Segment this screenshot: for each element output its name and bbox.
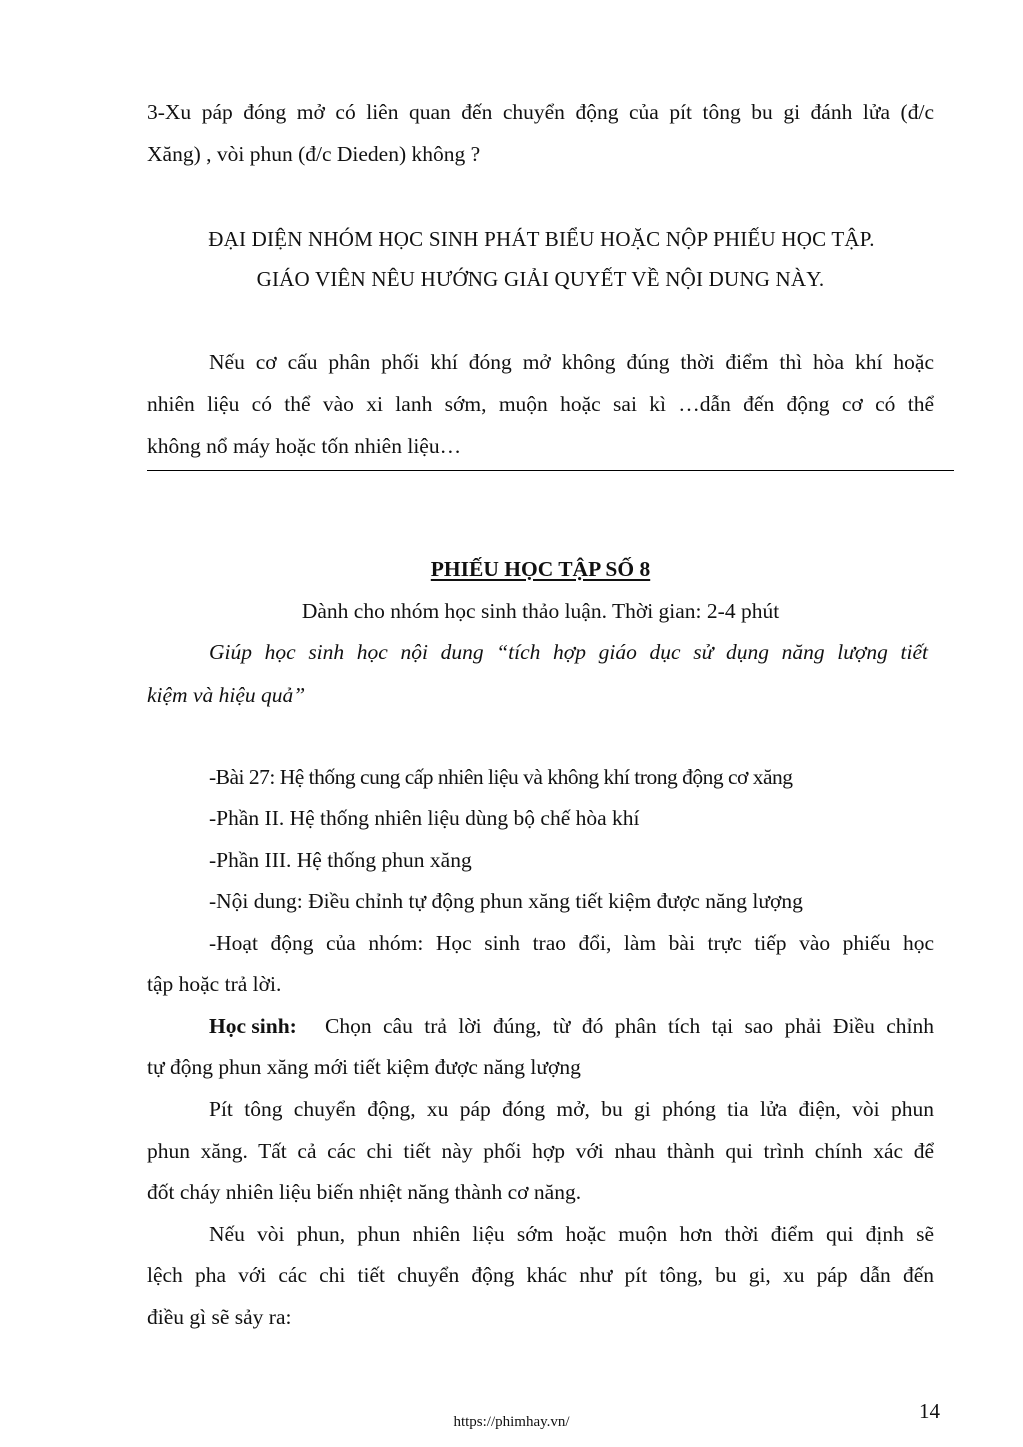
item-part-3: -Phần III. Hệ thống phun xăng <box>209 848 472 872</box>
question-3-line-2: Xăng) , vòi phun (đ/c Dieden) không ? <box>147 142 481 166</box>
student-label: Học sinh: <box>209 1014 297 1038</box>
worksheet-subtitle: Dành cho nhóm học sinh thảo luận. Thời gian: 2-4 phút <box>301 599 780 623</box>
paragraph-2-line-2: phun xăng. Tất cả các chi tiết này phối hợp với nhau thành qui trình chính xác để <box>147 1139 934 1163</box>
paragraph-2-line-1: Pít tông chuyển động, xu páp đóng mở, bu gi phóng tia lửa điện, vòi phun <box>209 1097 934 1121</box>
page-number: 14 <box>919 1399 940 1423</box>
paragraph-3-line-1: Nếu vòi phun, phun nhiên liệu sớm hoặc muộn hơn thời điểm qui định sẽ <box>209 1222 934 1246</box>
worksheet-title: PHIẾU HỌC TẬP SỐ 8 <box>430 557 651 581</box>
item-activity-line-2: tập hoặc trả lời. <box>147 972 282 996</box>
student-line-1: Chọn câu trả lời đúng, từ đó phân tích tại sao phải Điều chỉnh <box>325 1014 934 1038</box>
paragraph-1-line-3: không nổ máy hoặc tốn nhiên liệu… <box>147 434 462 458</box>
paragraph-3-line-3: điều gì sẽ sảy ra: <box>147 1305 292 1329</box>
worksheet-aim-line-2: kiệm và hiệu quả” <box>147 683 306 707</box>
item-part-2: -Phần II. Hệ thống nhiên liệu dùng bộ chế hòa khí <box>209 806 640 830</box>
item-lesson: -Bài 27: Hệ thống cung cấp nhiên liệu và không khí trong động cơ xăng <box>209 765 793 789</box>
paragraph-2-line-3: đốt cháy nhiên liệu biến nhiệt năng thành cơ năng. <box>147 1180 582 1204</box>
paragraph-1-line-2: nhiên liệu có thể vào xi lanh sớm, muộn hoặc sai kì …dẫn đến động cơ có thể <box>147 392 934 416</box>
paragraph-3-line-2: lệch pha với các chi tiết chuyển động khác như pít tông, bu gi, xu páp dẫn đến <box>147 1263 934 1287</box>
instruction-caps-line-1: ĐẠI DIỆN NHÓM HỌC SINH PHÁT BIỂU HOẶC NỘP PHIẾU HỌC TẬP. <box>208 227 875 251</box>
footer-url-link[interactable]: https://phimhay.vn/ <box>453 1414 570 1430</box>
question-3-line-1: 3-Xu páp đóng mở có liên quan đến chuyển động của pít tông bu gi đánh lửa (đ/c <box>147 100 934 124</box>
item-content: -Nội dung: Điều chỉnh tự động phun xăng tiết kiệm được năng lượng <box>209 889 803 913</box>
paragraph-1-line-1: Nếu cơ cấu phân phối khí đóng mở không đúng thời điểm thì hòa khí hoặc <box>209 350 934 374</box>
student-line-2: tự động phun xăng mới tiết kiệm được năng lượng <box>147 1055 581 1079</box>
item-activity-line-1: -Hoạt động của nhóm: Học sinh trao đổi, làm bài trực tiếp vào phiếu học <box>209 931 934 955</box>
instruction-caps-line-2: GIÁO VIÊN NÊU HƯỚNG GIẢI QUYẾT VỀ NỘI DUNG NÀY. <box>256 267 825 291</box>
worksheet-aim-line-1: Giúp học sinh học nội dung “tích hợp giáo dục sử dụng năng lượng tiết <box>209 640 928 664</box>
horizontal-divider <box>147 470 954 471</box>
